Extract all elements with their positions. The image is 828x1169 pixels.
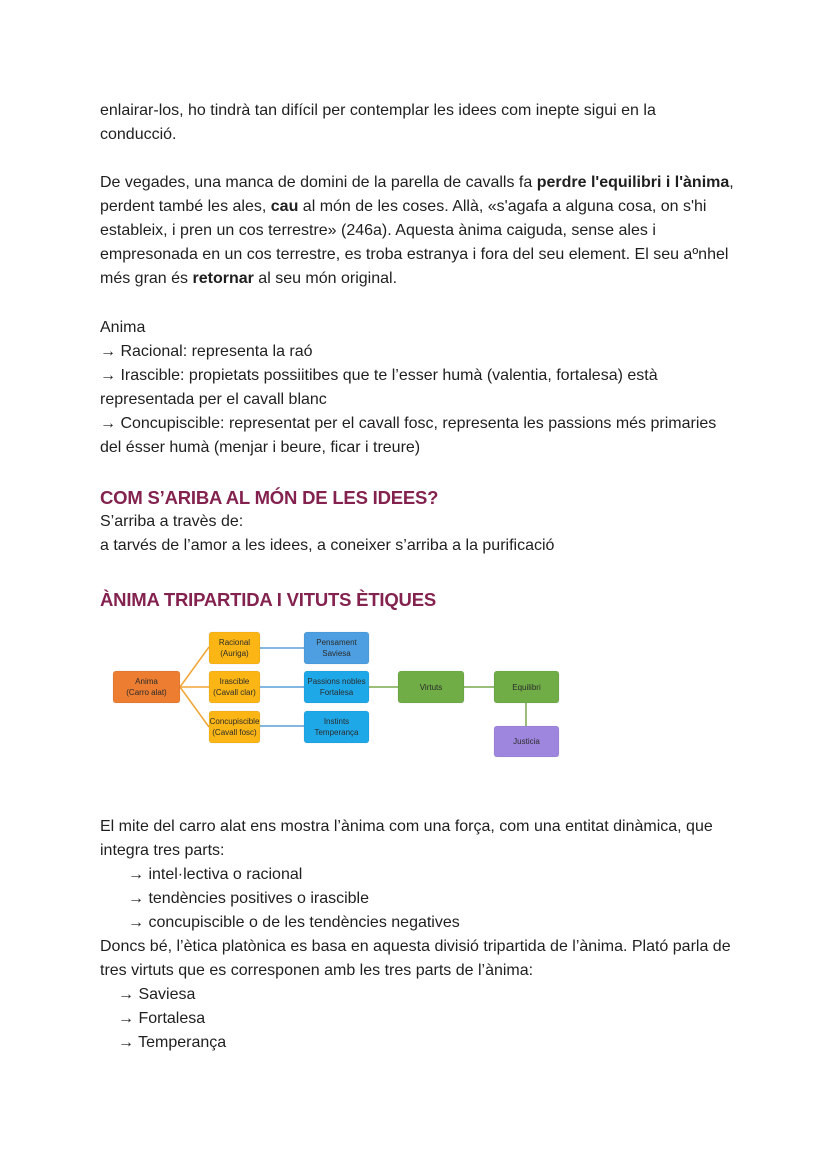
node-instints-sublabel: Temperança <box>314 728 359 737</box>
node-equilibri-label: Equilibri <box>512 683 541 692</box>
fall-bold-cau: cau <box>270 198 299 215</box>
intro-line-2: conducció. <box>100 126 177 143</box>
node-instints-label: Instints <box>323 717 350 726</box>
fall-text-2: , perdent també les ales, <box>100 174 734 215</box>
virtue-temperanca: → Temperança <box>118 1034 227 1051</box>
node-irascible-sublabel: (Cavall clar) <box>213 688 256 697</box>
connector-anima-racional <box>180 647 209 687</box>
section1-line-2: a tarvés de l’amor a les idees, a coneixer s’arriba a la purificació <box>100 537 555 554</box>
node-anima-label: Anima <box>135 677 158 686</box>
fall-text-3: al món de les coses. Allà, «s'agafa a alguna cosa, on s'hi estableix, i pren un cos terrestre» (246a). Aquesta ànima caiguda, sense ales i empresonada en un cos terrestre, es troba estranya i fora del seu element. El seu aºnhel més gran és <box>100 198 729 287</box>
node-concupiscible-label: Concupiscible <box>209 717 260 726</box>
virtue-saviesa: → Saviesa <box>118 986 196 1003</box>
node-virtuts <box>398 671 464 703</box>
node-virtuts-label: Virtuts <box>419 683 443 692</box>
myth-ethics: Doncs bé, l’ètica platònica es basa en aquesta divisió tripartida de l’ànima. Plató parla de tres virtuts que es corresponen amb les tres parts de l’ànima: <box>100 938 731 979</box>
anima-title: Anima <box>100 319 146 336</box>
node-concupiscible <box>209 711 260 743</box>
myth-part-concupiscible: → concupiscible o de les tendències negatives <box>128 914 460 931</box>
section-heading-mon-idees: COM S’ARIBA AL MÓN DE LES IDEES? <box>100 487 439 508</box>
node-irascible <box>209 671 260 703</box>
node-passions <box>304 671 369 703</box>
node-irascible-label: Irascible <box>219 677 250 686</box>
fall-bold-equilibri: perdre l'equilibri i l'ànima <box>536 174 730 191</box>
node-anima <box>113 671 180 703</box>
node-pensament-sublabel: Saviesa <box>322 649 351 658</box>
fall-text-4: al seu món original. <box>253 270 398 287</box>
myth-part-racional: → intel·lectiva o racional <box>128 866 303 883</box>
myth-intro: El mite del carro alat ens mostra l’ànima com una força, com una entitat dinàmica, que integra tres parts: <box>100 818 713 859</box>
connector-anima-concupiscible <box>180 687 209 727</box>
node-concupiscible-sublabel: (Cavall fosc) <box>212 728 257 737</box>
anima-item-irascible: → Irascible: propietats possiitibes que te l’esser humà (valentia, fortalesa) està representada per el cavall blanc <box>100 367 658 408</box>
node-racional <box>209 632 260 664</box>
node-racional-sublabel: (Auriga) <box>220 649 249 658</box>
node-equilibri <box>494 671 559 703</box>
section-heading-anima-tripartida: ÀNIMA TRIPARTIDA I VITUTS ÈTIQUES <box>100 589 436 610</box>
virtue-fortalesa: → Fortalesa <box>118 1010 206 1027</box>
node-anima-sublabel: (Carro alat) <box>126 688 167 697</box>
fall-text-1: De vegades, una manca de domini de la parella de cavalls fa <box>100 174 537 191</box>
intro-line-1: enlairar-los, ho tindrà tan difícil per contemplar les idees com inepte sigui en la <box>100 102 656 119</box>
node-pensament <box>304 632 369 664</box>
node-instints <box>304 711 369 743</box>
myth-part-irascible: → tendències positives o irascible <box>128 890 370 907</box>
node-justicia-label: Justicia <box>513 737 540 746</box>
anima-item-racional: → Racional: representa la raó <box>100 343 313 360</box>
section1-line-1: S’arriba a travès de: <box>100 513 244 530</box>
node-passions-label: Passions nobles <box>307 677 366 686</box>
node-justicia <box>494 726 559 757</box>
node-racional-label: Racional <box>218 638 251 647</box>
fall-bold-retornar: retornar <box>192 270 254 287</box>
node-passions-sublabel: Fortalesa <box>319 688 354 697</box>
anima-item-concupiscible: → Concupiscible: representat per el cavall fosc, representa les passions més primaries del ésser humà (menjar i beure, ficar i treure) <box>100 415 717 456</box>
node-pensament-label: Pensament <box>316 638 357 647</box>
